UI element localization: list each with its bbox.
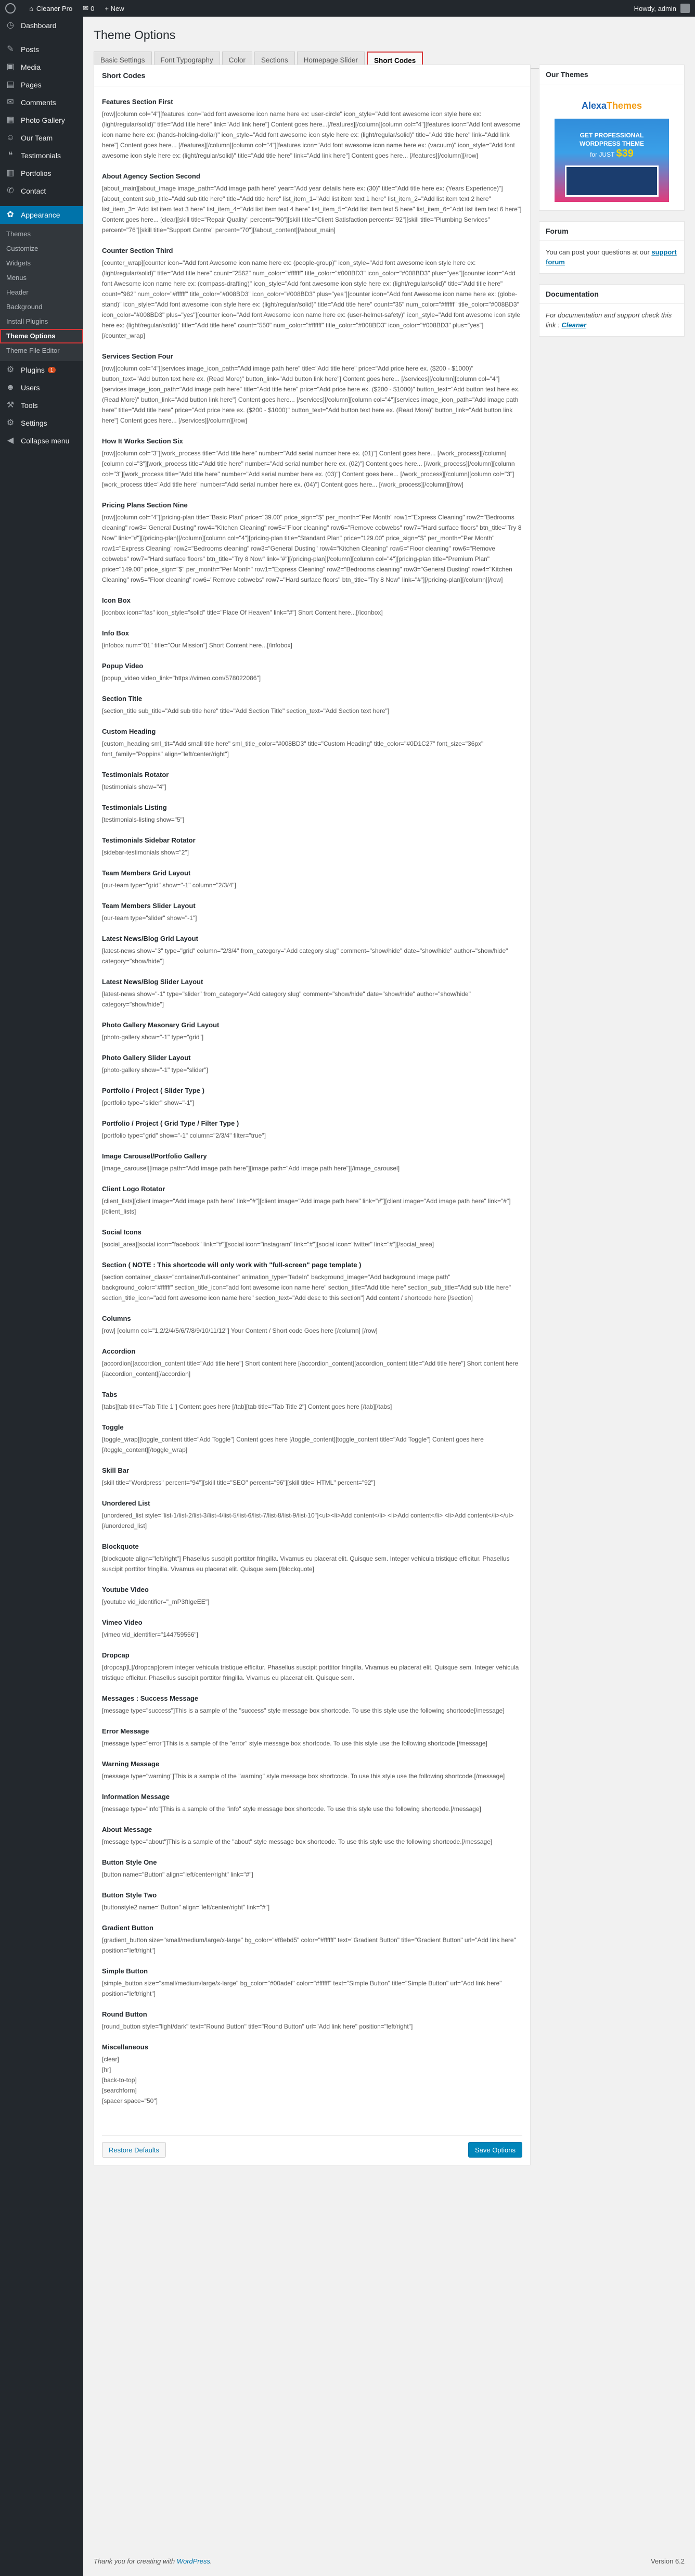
shortcode-title: Miscellaneous	[102, 2043, 148, 2051]
shortcode-title: Features Section First	[102, 98, 173, 106]
shortcode-code: [gradient_button size="small/medium/large/x-large" bg_color="#f8ebd5" color="#ffffff" text="Gradient Button" title="Gradient Button" url="Add link here" position="left/right"]	[102, 1936, 516, 1954]
shortcode-code: [row][column col="3"][work_process title="Add title here" number="Add serial number here ex. (01)"] Content goes here... [/work_process][/column][column col="3"][work_process title="Add title here" number="Add serial number here ex. (02)"] Content goes here... [/work_process][/column][column col="3"][work_process title="Add title here" number="Add serial number here ex. (03)"] Content goes here... [/work_process][/column][column col="3"][work_process title="Add title here" number="Add serial number here ex. (04)"] Content goes here... [/work_process][/column][/row]	[102, 450, 515, 488]
comments-icon: ✉	[7, 98, 14, 107]
shortcode-code: [sidebar-testimonials show="2"]	[102, 849, 189, 856]
shortcode-section	[102, 437, 522, 490]
shortcode-code: [latest-news show="3" type="grid" column="2/3/4" from_category="Add category slug" comment="show/hide" date="show/hide" author="show/hide" category="show/hide"]	[102, 947, 508, 965]
forum-text: You can post your questions at our	[546, 248, 650, 256]
shortcode-section	[102, 1152, 522, 1174]
logo-part-b: Themes	[607, 100, 642, 111]
shortcode-section	[102, 1499, 522, 1531]
shortcode-code: [section container_class="container/full-container" animation_type="fadeIn" background_image="Add background image path" background_color="#ffffff" section_title_icon="add font awesome icon name here" section_title="Add title here" section_sub_title="Add sub title here" section_title_icon="add font awesome icon name here" section_text="Add desc to this section"] Add content / shortcode here [/section]	[102, 1273, 511, 1302]
shortcode-section	[102, 98, 522, 161]
our-themes-body	[539, 84, 684, 210]
shortcode-code: [row][column col="4"][pricing-plan title="Basic Plan" price="39.00" price_sign="$" per_month="Per Month" row1="Express Cleaning" row2="Bedrooms cleaning" row3="General Dusting" row4="Kitchen Cleaning" row5="Floor cleaning" row6="Remove cobwebs" row7="Hard surface floors" btn_title="Try 8 Now" link="#"][/pricing-plan][/column][column col="4"][pricing-plan title="Standard Plan" price="129.00" price_sign="$" per_month="Per Month" row1="Express Cleaning" row2="Bedrooms cleaning" row3="General Dusting" row4="Kitchen Cleaning" row5="Floor cleaning" row6="Remove cobwebs" row7="Hard surface floors" btn_title="Try 8 Now" link="#"][/pricing-plan][/column][column col="4"][pricing-plan title="Premium Plan" price="149.00" price_sign="$" per_month="Per Month" row1="Express Cleaning" row2="Bedrooms cleaning" row3="General Dusting" row4="Kitchen Cleaning" row5="Floor cleaning" row6="Remove cobwebs" row7="Hard surface floors" btn_title="Try 8 Now" link="#"][/pricing-plan][/column][/row]	[102, 514, 522, 583]
shortcode-title: Info Box	[102, 629, 129, 637]
forum-title: Forum	[539, 222, 684, 241]
shortcode-title: Dropcap	[102, 1651, 130, 1659]
shortcode-section	[102, 1586, 522, 1607]
main-content	[94, 17, 685, 2154]
shortcode-code: [buttonstyle2 name="Button" align="left/center/right" link="#"]	[102, 1904, 270, 1911]
shortcode-title: About Message	[102, 1826, 152, 1833]
collapse-icon: ◀	[7, 436, 14, 445]
shortcode-section	[102, 1119, 522, 1141]
shortcode-list	[94, 98, 530, 2106]
shortcode-code: [image_carousel][image path="Add image path here"][image path="Add image path here"][/image_carousel]	[102, 1165, 400, 1172]
submenu-item-install-plugins[interactable]: Install Plugins	[6, 317, 48, 325]
shortcode-section	[102, 2010, 522, 2032]
shortcode-code: [infobox num="01" title="Our Mission"] Short Content here...[/infobox]	[102, 642, 292, 649]
shortcode-code: [our-team type="grid" show="-1" column="2/3/4"]	[102, 882, 237, 889]
sidebar-item-label: Portfolios	[21, 169, 52, 177]
shortcode-code: [button name="Button" align="left/center/right" link="#"]	[102, 1871, 253, 1878]
wp-version: Version 6.2	[650, 2557, 685, 2565]
shortcode-section	[102, 869, 522, 890]
shortcode-section	[102, 1891, 522, 1912]
shortcode-section	[102, 1054, 522, 1075]
users-icon: ☻	[6, 383, 15, 392]
shortcode-code: [row][column col="4"][features icon="add font awesome icon name here ex: user-circle" icon_style="Add font awesome icon style here ex: (light/regular/solid)" title="Add title here" link="Add link here"] Content goes here...[/features][/column][column col="4"][features icon="Add font awesome icon name here ex: (hands-holding-dollar)" icon_style="Add font awesome icon style here ex: (light/regular/solid)" title="Add title here" link="Add link here"] Content goes here... [/features][/column][column col="4"][features icon="Add font awesome icon name here ex: (vacuum)" icon_style="Add font awesome icon style here ex: (light/regular/solid)" title="Add title here" link="Add link here"] Content goes here... [/features][/column][/row]	[102, 110, 521, 159]
menu-separator	[0, 34, 83, 41]
shortcode-title: Blockquote	[102, 1542, 139, 1550]
shortcode-section	[102, 1694, 522, 1716]
shortcode-section	[102, 1315, 522, 1336]
panel-title: Short Codes	[94, 65, 530, 86]
promo-headline: GET PROFESSIONAL WORDPRESS THEME	[579, 132, 644, 147]
our-themes-title: Our Themes	[539, 65, 684, 84]
shortcode-code: [message type="warning"]This is a sample of the "warning" style message box shortcode. To use this style use the following shortcode.[/message]	[102, 1772, 505, 1780]
shortcode-code: [skill title="Wordpress" percent="94"][skill title="SEO" percent="96"][skill title="HTML" percent="92"]	[102, 1479, 376, 1486]
shortcode-code: [section_title sub_title="Add sub title here" title="Add Section Title" section_text="Add Section text here"]	[102, 707, 390, 715]
shortcode-title: Icon Box	[102, 596, 131, 604]
shortcode-title: Vimeo Video	[102, 1618, 143, 1626]
admin-bar	[0, 0, 695, 17]
appearance-icon: ✿	[7, 210, 14, 219]
shortcode-section	[102, 2043, 522, 2106]
forum-body	[539, 241, 684, 273]
team-icon: ☺	[6, 133, 15, 142]
shortcode-code: [social_area][social icon="facebook" link="#"][social icon="instagram" link="#"][social icon="twitter" link="#"][/social_area]	[102, 1241, 434, 1248]
shortcode-section	[102, 1261, 522, 1303]
shortcode-code: [row] [column col="1,2/2/4/5/6/7/8/9/10/11/12"] Your Content / Short code Goes here [/column] [/row]	[102, 1327, 378, 1334]
wp-logo-menu[interactable]	[0, 0, 24, 17]
documentation-box	[539, 284, 685, 337]
shortcode-code: [photo-gallery show="-1" type="slider"]	[102, 1066, 208, 1074]
shortcode-title: Information Message	[102, 1793, 170, 1801]
submenu-item-customize[interactable]: Customize	[6, 245, 38, 252]
sidebar-item-label: Comments	[21, 98, 56, 107]
shortcode-title: Testimonials Listing	[102, 804, 167, 811]
options-sidebar	[539, 65, 685, 347]
shortcode-title: Pricing Plans Section Nine	[102, 501, 188, 509]
shortcode-title: Section ( NOTE : This shortcode will only work with "full-screen" page template )	[102, 1261, 362, 1269]
posts-icon: ✎	[7, 45, 14, 54]
shortcode-title: Unordered List	[102, 1499, 150, 1507]
comment-count: 0	[91, 4, 95, 12]
shortcode-section	[102, 1924, 522, 1956]
shortcode-code: [portfolio type="grid" show="-1" column="2/3/4" filter="true"]	[102, 1132, 266, 1139]
promo-price-line	[560, 149, 664, 160]
shortcode-section	[102, 728, 522, 759]
shortcode-code: [dropcap]L[/dropcap]orem integer vehicula tristique efficitur. Phasellus suscipit porttitor fringilla. Vivamus eu placerat elit. Quisque sem. Integer vehicula tristique efficitur. Phasellus suscipit porttitor fringilla. Vivamus eu placerat elit. Quisque sem.	[102, 1664, 519, 1681]
portfolios-icon: ▥	[6, 169, 15, 177]
shortcode-title: Team Members Slider Layout	[102, 902, 196, 910]
sidebar-item-users[interactable]	[0, 379, 83, 397]
shortcode-title: Image Carousel/Portfolio Gallery	[102, 1152, 207, 1160]
shortcode-title: Team Members Grid Layout	[102, 869, 191, 877]
logo-part-a: Alexa	[581, 100, 607, 111]
shortcode-title: Youtube Video	[102, 1586, 149, 1593]
shortcode-title: Testimonials Rotator	[102, 771, 169, 779]
shortcode-section	[102, 1618, 522, 1640]
shortcode-code: [round_button style="light/dark" text="Round Button" title="Round Button" url="Add link here" position="left/right"]	[102, 2023, 413, 2030]
tools-icon: ⚒	[6, 401, 15, 410]
shortcode-code: [blockquote align="left/right"] Phasellus suscipit porttitor fringilla. Vivamus eu placerat elit. Quisque sem. Integer vehicula tristique efficitur. Phasellus suscipit porttitor fringilla. Vivamus eu placerat elit. Quisque sem.[/blockquote]	[102, 1555, 510, 1573]
documentation-title: Documentation	[539, 285, 684, 304]
shortcode-section	[102, 1727, 522, 1749]
shortcode-code: [row][column col="4"][services image_icon_path="Add image path here" title="Add title here" price="Add price here ex. ($200 - $1000)" button_text="Add button text here ex. (Read More)" button_link="Add button link here"] Content goes here... [/services][/column][column col="4"][services image_icon_path="Add image path here" title="Add title here" price="Add price here ex. ($200 - $1000)" button_text="Add button text here ex. (Read More)" button_link="Add button link here"] Content goes here... [/services][/column][column col="4"][services image_icon_path="Add image path here" title="Add title here" price="Add price here ex. ($200 - $1000)" button_text="Add button text here ex. (Read More)" button_link="Add button link here"] Content goes here... [/services][/column][/row]	[102, 365, 520, 424]
sidebar-item-label: Dashboard	[21, 21, 57, 30]
shortcode-section	[102, 1466, 522, 1488]
sidebar-item-label: Appearance	[21, 211, 60, 219]
comment-icon: ✉	[83, 4, 89, 12]
submenu-item-menus[interactable]: Menus	[6, 274, 27, 282]
gallery-icon: ▦	[6, 116, 15, 124]
sidebar-item-label: Users	[21, 384, 40, 392]
shortcode-section	[102, 247, 522, 341]
shortcode-code: [portfolio type="slider" show="-1"]	[102, 1099, 195, 1106]
update-count-badge: 1	[48, 367, 56, 373]
submenu-item-widgets[interactable]: Widgets	[6, 259, 31, 267]
contact-icon: ✆	[7, 186, 14, 195]
submenu-item-theme-options[interactable]: Theme Options	[0, 329, 83, 343]
sidebar-item-label: Plugins	[21, 366, 45, 374]
shortcode-section	[102, 1347, 522, 1379]
promo-price: $39	[616, 148, 634, 159]
tab-sections[interactable]: Sections	[254, 52, 295, 69]
sidebar-item-label: Collapse menu	[21, 437, 70, 445]
appearance-submenu	[0, 224, 83, 361]
shortcode-code: [photo-gallery show="-1" type="grid"]	[102, 1034, 204, 1041]
shortcode-code: [message type="success"]This is a sample of the "success" style message box shortcode. To use this style use the following shortcode[/message]	[102, 1707, 505, 1714]
shortcode-section	[102, 1021, 522, 1042]
shortcode-title: Latest News/Blog Grid Layout	[102, 935, 198, 942]
shortcode-code: [testimonials-listing show="5"]	[102, 816, 185, 823]
sidebar-item-label: Tools	[21, 401, 38, 410]
sidebar-item-label: Posts	[21, 45, 40, 54]
documentation-link[interactable]: Cleaner	[561, 321, 587, 329]
page-title: Theme Options	[94, 28, 176, 42]
shortcode-section	[102, 1542, 522, 1574]
testimonials-icon: ❝	[8, 151, 13, 160]
new-content-link[interactable]	[99, 0, 129, 17]
shortcode-title: Toggle	[102, 1423, 124, 1431]
plugins-icon: ⚙	[6, 365, 15, 374]
tab-font-typography[interactable]: Font Typography	[154, 52, 220, 69]
save-options-button[interactable]: Save Options	[468, 2142, 522, 2158]
admin-footer	[94, 2557, 685, 2565]
sidebar-item-label: Contact	[21, 187, 46, 195]
shortcode-code: [message type="error"]This is a sample of the "error" style message box shortcode. To use this style use the following shortcode.[/message]	[102, 1740, 487, 1747]
shortcode-title: Messages : Success Message	[102, 1694, 198, 1702]
shortcode-code: [latest-news show="-1" type="slider" from_category="Add category slug" comment="show/hide" date="show/hide" author="show/hide" category="show/hide"]	[102, 990, 471, 1008]
home-icon: ⌂	[29, 4, 33, 12]
shortcode-title: Accordion	[102, 1347, 136, 1355]
shortcode-code: [client_lists][client image="Add image path here" link="#"][client image="Add image path here" link="#"][client image="Add image path here" link="#"][/client_lists]	[102, 1197, 511, 1215]
sidebar-item-pages[interactable]	[0, 76, 83, 94]
promo-price-prefix: for JUST	[590, 151, 615, 158]
shortcode-section	[102, 662, 522, 683]
shortcode-title: Error Message	[102, 1727, 149, 1735]
shortcode-code: [popup_video video_link="https://vimeo.com/578022086"]	[102, 674, 261, 682]
shortcode-section	[102, 836, 522, 858]
footer-thanks: Thank you for creating with WordPress.	[94, 2557, 212, 2565]
shortcode-code: [accordion][accordion_content title="Add title here"] Short content here [/accordion_content][accordion_content title="Add title here"] Short content here [/accordion_content][/accordion]	[102, 1360, 519, 1378]
shortcode-title: Button Style Two	[102, 1891, 157, 1899]
shortcode-title: Tabs	[102, 1391, 118, 1398]
sidebar-item-testimonials[interactable]	[0, 147, 83, 164]
tab-short-codes[interactable]: Short Codes	[367, 52, 423, 69]
shortcode-section	[102, 935, 522, 966]
shortcode-code: [vimeo vid_identifier="144759556"]	[102, 1631, 198, 1638]
shortcode-code: [youtube vid_identifier="_mP3ftIgeEE"]	[102, 1598, 210, 1605]
my-account-menu[interactable]	[634, 4, 695, 13]
shortcode-title: Gradient Button	[102, 1924, 153, 1932]
sidebar-item-label: Photo Gallery	[21, 116, 65, 124]
shortcode-section	[102, 596, 522, 618]
sidebar-item-label: Testimonials	[21, 151, 61, 160]
sidebar-item-photo-gallery[interactable]	[0, 111, 83, 129]
shortcode-section	[102, 1760, 522, 1781]
wordpress-icon	[5, 3, 16, 14]
documentation-body	[539, 304, 684, 336]
shortcode-code: [message type="info"]This is a sample of the "info" style message box shortcode. To use this style use the following shortcode.[/message]	[102, 1805, 481, 1813]
shortcode-section	[102, 902, 522, 923]
sidebar-item-settings[interactable]	[0, 414, 83, 432]
shortcode-code: [our-team type="slider" show="-1"]	[102, 914, 197, 922]
site-name-link[interactable]	[24, 0, 78, 17]
shortcode-section	[102, 1793, 522, 1814]
shortcode-code: [message type="about"]This is a sample of the "about" style message box shortcode. To use this style use the following shortcode.[/message]	[102, 1838, 493, 1845]
shortcode-code: [tabs][tab title="Tab Title 1"] Content goes here [/tab][tab title="Tab Title 2"] Content goes here [/tab][/tabs]	[102, 1403, 392, 1410]
shortcode-section	[102, 978, 522, 1010]
shortcode-section	[102, 804, 522, 825]
avatar	[680, 4, 690, 13]
submenu-item-background[interactable]: Background	[6, 303, 43, 311]
documentation-text: For documentation and support check this link :	[546, 311, 672, 329]
shortcode-code: [counter_wrap][counter icon="Add font Awesome icon name here ex: (people-group)" icon_style="Add font awesome icon style here ex: (light/regular/solid)" title="Add title here" count="2562" num_color="#ffffff" title_color="#008BD3" icon_color="#008BD3" plus="yes"][counter icon="Add font Awesome icon name here ex: (compass-drafting)" icon_style="Add font awesome icon style here ex: (light/regular/solid)" title="Add title here" count="982" num_color="#ffffff" title_color="#008BD3" icon_color="#008BD3" plus="yes"][counter icon="Add font Awesome icon name here ex: (globe-stand)" icon_style="Add font awesome icon style here ex: (light/regular/solid)" title="Add title here" count="35" num_color="#ffffff" title_color="#008BD3" icon_color="#008BD3" plus="yes"][counter icon="Add font Awesome icon name here ex: (user-helmet-safety)" icon_style="Add font awesome icon style here ex: (light/regular/solid)" title="Add title here" count="550" num_color="#ffffff" title_color="#008BD3" icon_color="#008BD3" plus="yes"][/counter_wrap]	[102, 259, 521, 339]
shortcode-section	[102, 172, 522, 235]
shortcode-section	[102, 501, 522, 585]
sidebar-item-portfolios[interactable]	[0, 164, 83, 182]
shortcode-title: Section Title	[102, 695, 143, 703]
shortcode-section	[102, 1087, 522, 1108]
tab-basic-settings[interactable]: Basic Settings	[94, 52, 152, 69]
shortcode-section	[102, 1651, 522, 1683]
submenu-item-themes[interactable]: Themes	[6, 230, 31, 238]
pages-icon: ▤	[6, 80, 15, 89]
shortcode-section	[102, 1391, 522, 1412]
tab-homepage-slider[interactable]: Homepage Slider	[297, 52, 365, 69]
shortcode-title: Testimonials Sidebar Rotator	[102, 836, 196, 844]
settings-icon: ⚙	[6, 418, 15, 427]
shortcode-title: Skill Bar	[102, 1466, 130, 1474]
howdy-label: Howdy, admin	[634, 4, 676, 12]
media-icon: ▣	[6, 62, 15, 71]
shortcode-code: [simple_button size="small/medium/large/x-large" bg_color="#00adef" color="#ffffff" text="Simple Button" title="Simple Button" url="Add link here" position="left/right"]	[102, 1980, 502, 1997]
restore-defaults-button[interactable]: Restore Defaults	[102, 2142, 166, 2158]
shortcode-section	[102, 1858, 522, 1880]
shortcode-code: [about_main][about_image image_path="Add image path here" year="Add year details here ex: (30)" title="Add title here ex: (Years Experience)"][about_content sub_title="Add sub title here" title="Add title here" list_item_1="Add list item text 1 here" list_item_2="Add list item text 2 here" list_item_3="Add list item text 3 here" list_item_4="Add list item text 4 here" list_item_5="Add list item text 5 here" list_item_6="Add list item text 6 here"] Content goes here... [clear][skill title="Repair Quality" percent="90"][skill title="Client Satisfaction percent="92"][skill title="Plumbing Services" percent="76"][skill title="Support Centre" percent="70"][/about_content][/about_main]	[102, 185, 522, 234]
sidebar-item-label: Pages	[21, 81, 42, 89]
tab-color[interactable]: Color	[222, 52, 252, 69]
shortcode-section	[102, 695, 522, 716]
shortcode-title: Photo Gallery Masonary Grid Layout	[102, 1021, 220, 1029]
short-codes-panel	[94, 65, 531, 2165]
sidebar-item-collapse-menu[interactable]	[0, 432, 83, 450]
menu-separator	[0, 200, 83, 206]
shortcode-title: Columns	[102, 1315, 131, 1322]
forum-box	[539, 221, 685, 274]
support-forum-link[interactable]: support forum	[546, 248, 677, 266]
shortcode-code: [testimonials show="4"]	[102, 783, 166, 790]
form-actions	[102, 2135, 522, 2165]
alexathemes-logo	[555, 93, 669, 119]
shortcode-title: Photo Gallery Slider Layout	[102, 1054, 191, 1062]
shortcode-code: [unordered_list style="list-1/list-2/list-3/list-4/list-5/list-6/list-7/list-8/list-9/list-10"]<ul><li>Add content</li> <li>Add content</li> <li>Add content</li></ul>[/unordered_list]	[102, 1512, 514, 1529]
shortcode-title: Latest News/Blog Slider Layout	[102, 978, 203, 986]
sidebar-item-contact[interactable]	[0, 182, 83, 200]
shortcode-title: About Agency Section Second	[102, 172, 200, 180]
admin-sidebar	[0, 17, 83, 2576]
footer-thanks-text: Thank you for creating with	[94, 2557, 175, 2565]
shortcode-section	[102, 1967, 522, 1999]
new-content-label: + New	[105, 4, 124, 12]
shortcode-code: [iconbox icon="fas" icon_style="solid" title="Place Of Heaven" link="#"] Short Content here...[/iconbox]	[102, 609, 383, 616]
sidebar-item-plugins[interactable]	[0, 361, 83, 379]
dashboard-icon: ◷	[7, 21, 14, 30]
shortcode-title: Popup Video	[102, 662, 144, 670]
our-themes-box	[539, 65, 685, 211]
comments-link[interactable]	[78, 0, 99, 17]
shortcode-code: [custom_heading sml_tit="Add small title here" sml_title_color="#008BD3" title="Custom Heading" title_color="#0D1C27" font_size="36px" font_family="Poppins" align="left/center/right"]	[102, 740, 484, 758]
shortcode-title: Round Button	[102, 2010, 147, 2018]
sidebar-item-label: Media	[21, 63, 41, 71]
shortcode-title: Services Section Four	[102, 352, 173, 360]
shortcode-section	[102, 771, 522, 792]
shortcode-section	[102, 1185, 522, 1217]
shortcode-code: [clear] [hr] [back-to-top] [searchform] [spacer space="50"]	[102, 2056, 158, 2105]
theme-screenshots-image	[565, 165, 659, 197]
shortcode-title: Portfolio / Project ( Grid Type / Filter Type )	[102, 1119, 239, 1127]
admin-menu	[0, 17, 83, 450]
sidebar-item-media[interactable]	[0, 58, 83, 76]
theme-promo-banner[interactable]	[555, 93, 669, 202]
shortcode-code: [toggle_wrap][toggle_content title="Add Toggle"] Content goes here [/toggle_content][toggle_content title="Add Toggle"] Content goes here [/toggle_content][/toggle_wrap]	[102, 1436, 484, 1453]
sidebar-item-posts[interactable]	[0, 41, 83, 58]
shortcode-title: Portfolio / Project ( Slider Type )	[102, 1087, 204, 1094]
shortcode-title: Warning Message	[102, 1760, 160, 1768]
shortcode-title: Client Logo Rotator	[102, 1185, 165, 1193]
submenu-item-header[interactable]: Header	[6, 288, 29, 296]
wordpress-link[interactable]: WordPress	[176, 2557, 210, 2565]
sidebar-item-appearance[interactable]	[0, 206, 83, 224]
sidebar-item-tools[interactable]	[0, 397, 83, 414]
sidebar-item-our-team[interactable]	[0, 129, 83, 147]
shortcode-section	[102, 1826, 522, 1847]
shortcode-title: Button Style One	[102, 1858, 157, 1866]
sidebar-item-label: Settings	[21, 419, 47, 427]
shortcode-title: Simple Button	[102, 1967, 148, 1975]
shortcode-title: Social Icons	[102, 1228, 141, 1236]
shortcode-title: How It Works Section Six	[102, 437, 183, 445]
shortcode-title: Custom Heading	[102, 728, 156, 735]
shortcode-section	[102, 1423, 522, 1455]
shortcode-section	[102, 1228, 522, 1249]
shortcode-title: Counter Section Third	[102, 247, 173, 254]
sidebar-item-label: Our Team	[21, 134, 53, 142]
sidebar-item-dashboard[interactable]	[0, 17, 83, 34]
sidebar-item-comments[interactable]	[0, 94, 83, 111]
shortcode-section	[102, 352, 522, 426]
site-name: Cleaner Pro	[36, 4, 73, 12]
shortcode-section	[102, 629, 522, 651]
submenu-item-theme-file-editor[interactable]: Theme File Editor	[6, 347, 60, 354]
